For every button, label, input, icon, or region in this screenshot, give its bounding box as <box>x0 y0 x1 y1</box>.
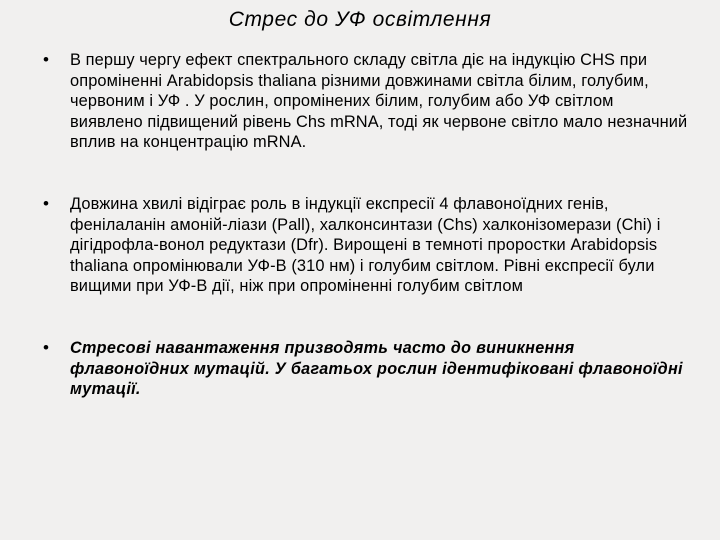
bullet-text: В першу чергу ефект спектрального складу світла діє на індукцію CHS при опроміненні Arabidopsis thaliana різними довжинами світла білим, голубим, червоним і УФ . У рослин, опромінених білим, голубим або УФ світлом виявлено підвищений рівень Chs mRNA, тоді як червоне світло мало незначний вплив на концентрацію mRNA. <box>70 51 688 152</box>
bullet-marker: • <box>43 194 49 213</box>
bullet-text-emphasized: Стресові навантаження призводять часто до виникнення флавоноїдних мутацій. У багатьох рослин ідентифіковані флавоноїдні мутації. <box>70 339 683 399</box>
bullet-marker: • <box>43 338 49 357</box>
bullet-text: Довжина хвилі відіграє роль в індукції експресії 4 флавоноїдних генів, фенілаланін амоній-ліази (Pall), халконсинтази (Chs) халконізомерази (Chi) і дігідрофла-вонол редуктази (Dfr). Вирощені в темноті проростки Arabidopsis thaliana опромінювали УФ-В (310 нм) і голубим світлом. Рівні експресії були вищими при УФ-В дії, ніж при опроміненні голубим світлом <box>70 195 661 296</box>
bullet-marker: • <box>43 50 49 69</box>
slide-title: Стрес до УФ освітлення <box>228 8 492 31</box>
